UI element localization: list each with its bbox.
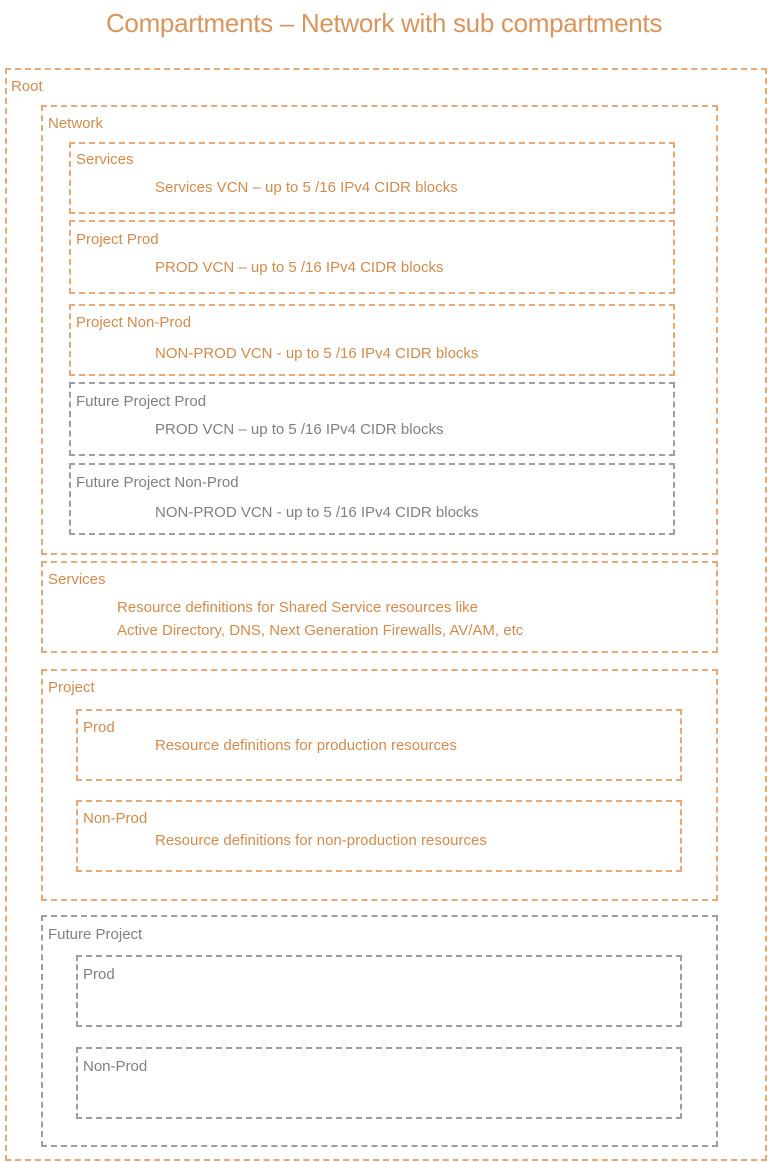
- compartment-label: Network: [48, 115, 104, 132]
- compartment-future-project-nonprod: [76, 1047, 682, 1119]
- compartment-label: Project Non-Prod: [76, 314, 192, 331]
- diagram-title: Compartments – Network with sub compartments: [105, 8, 663, 38]
- compartment-services: [41, 561, 718, 653]
- compartment-label: Prod: [83, 719, 115, 736]
- compartment-label: Services: [48, 571, 106, 588]
- compartment-project-prod: [76, 709, 682, 781]
- compartment-description: Services VCN – up to 5 /16 IPv4 CIDR blocks: [155, 179, 458, 196]
- compartment-description: PROD VCN – up to 5 /16 IPv4 CIDR blocks: [155, 421, 444, 438]
- compartment-label: Future Project: [48, 926, 143, 943]
- compartment-network-project-nonprod: [69, 304, 675, 376]
- compartment-label: Non-Prod: [83, 1058, 148, 1075]
- compartment-label: Prod: [83, 966, 115, 983]
- compartment-label: Root: [11, 78, 43, 95]
- compartment-label: Services: [76, 151, 134, 168]
- compartment-description: Resource definitions for production resources: [155, 737, 457, 754]
- compartment-description: NON-PROD VCN - up to 5 /16 IPv4 CIDR blocks: [155, 504, 479, 521]
- compartment-label: Future Project Prod: [76, 393, 207, 410]
- compartment-project-nonprod: [76, 800, 682, 872]
- compartment-label: Project Prod: [76, 231, 159, 248]
- compartment-label: Future Project Non-Prod: [76, 474, 239, 491]
- compartment-description: NON-PROD VCN - up to 5 /16 IPv4 CIDR blocks: [155, 345, 479, 362]
- compartment-network-services: [69, 142, 675, 214]
- compartment-description-line1: Resource definitions for Shared Service resources like: [117, 599, 479, 616]
- compartment-label: Project: [48, 679, 95, 696]
- compartment-network-future-project-nonprod: [69, 463, 675, 535]
- compartment-description-line2: Active Directory, DNS, Next Generation Firewalls, AV/AM, etc: [117, 622, 524, 639]
- compartment-network-project-prod: [69, 220, 675, 294]
- compartment-description: PROD VCN – up to 5 /16 IPv4 CIDR blocks: [155, 259, 444, 276]
- compartment-future-project-prod: [76, 955, 682, 1027]
- compartment-description: Resource definitions for non-production resources: [155, 832, 487, 849]
- compartment-label: Non-Prod: [83, 810, 148, 827]
- compartment-network-future-project-prod: [69, 382, 675, 456]
